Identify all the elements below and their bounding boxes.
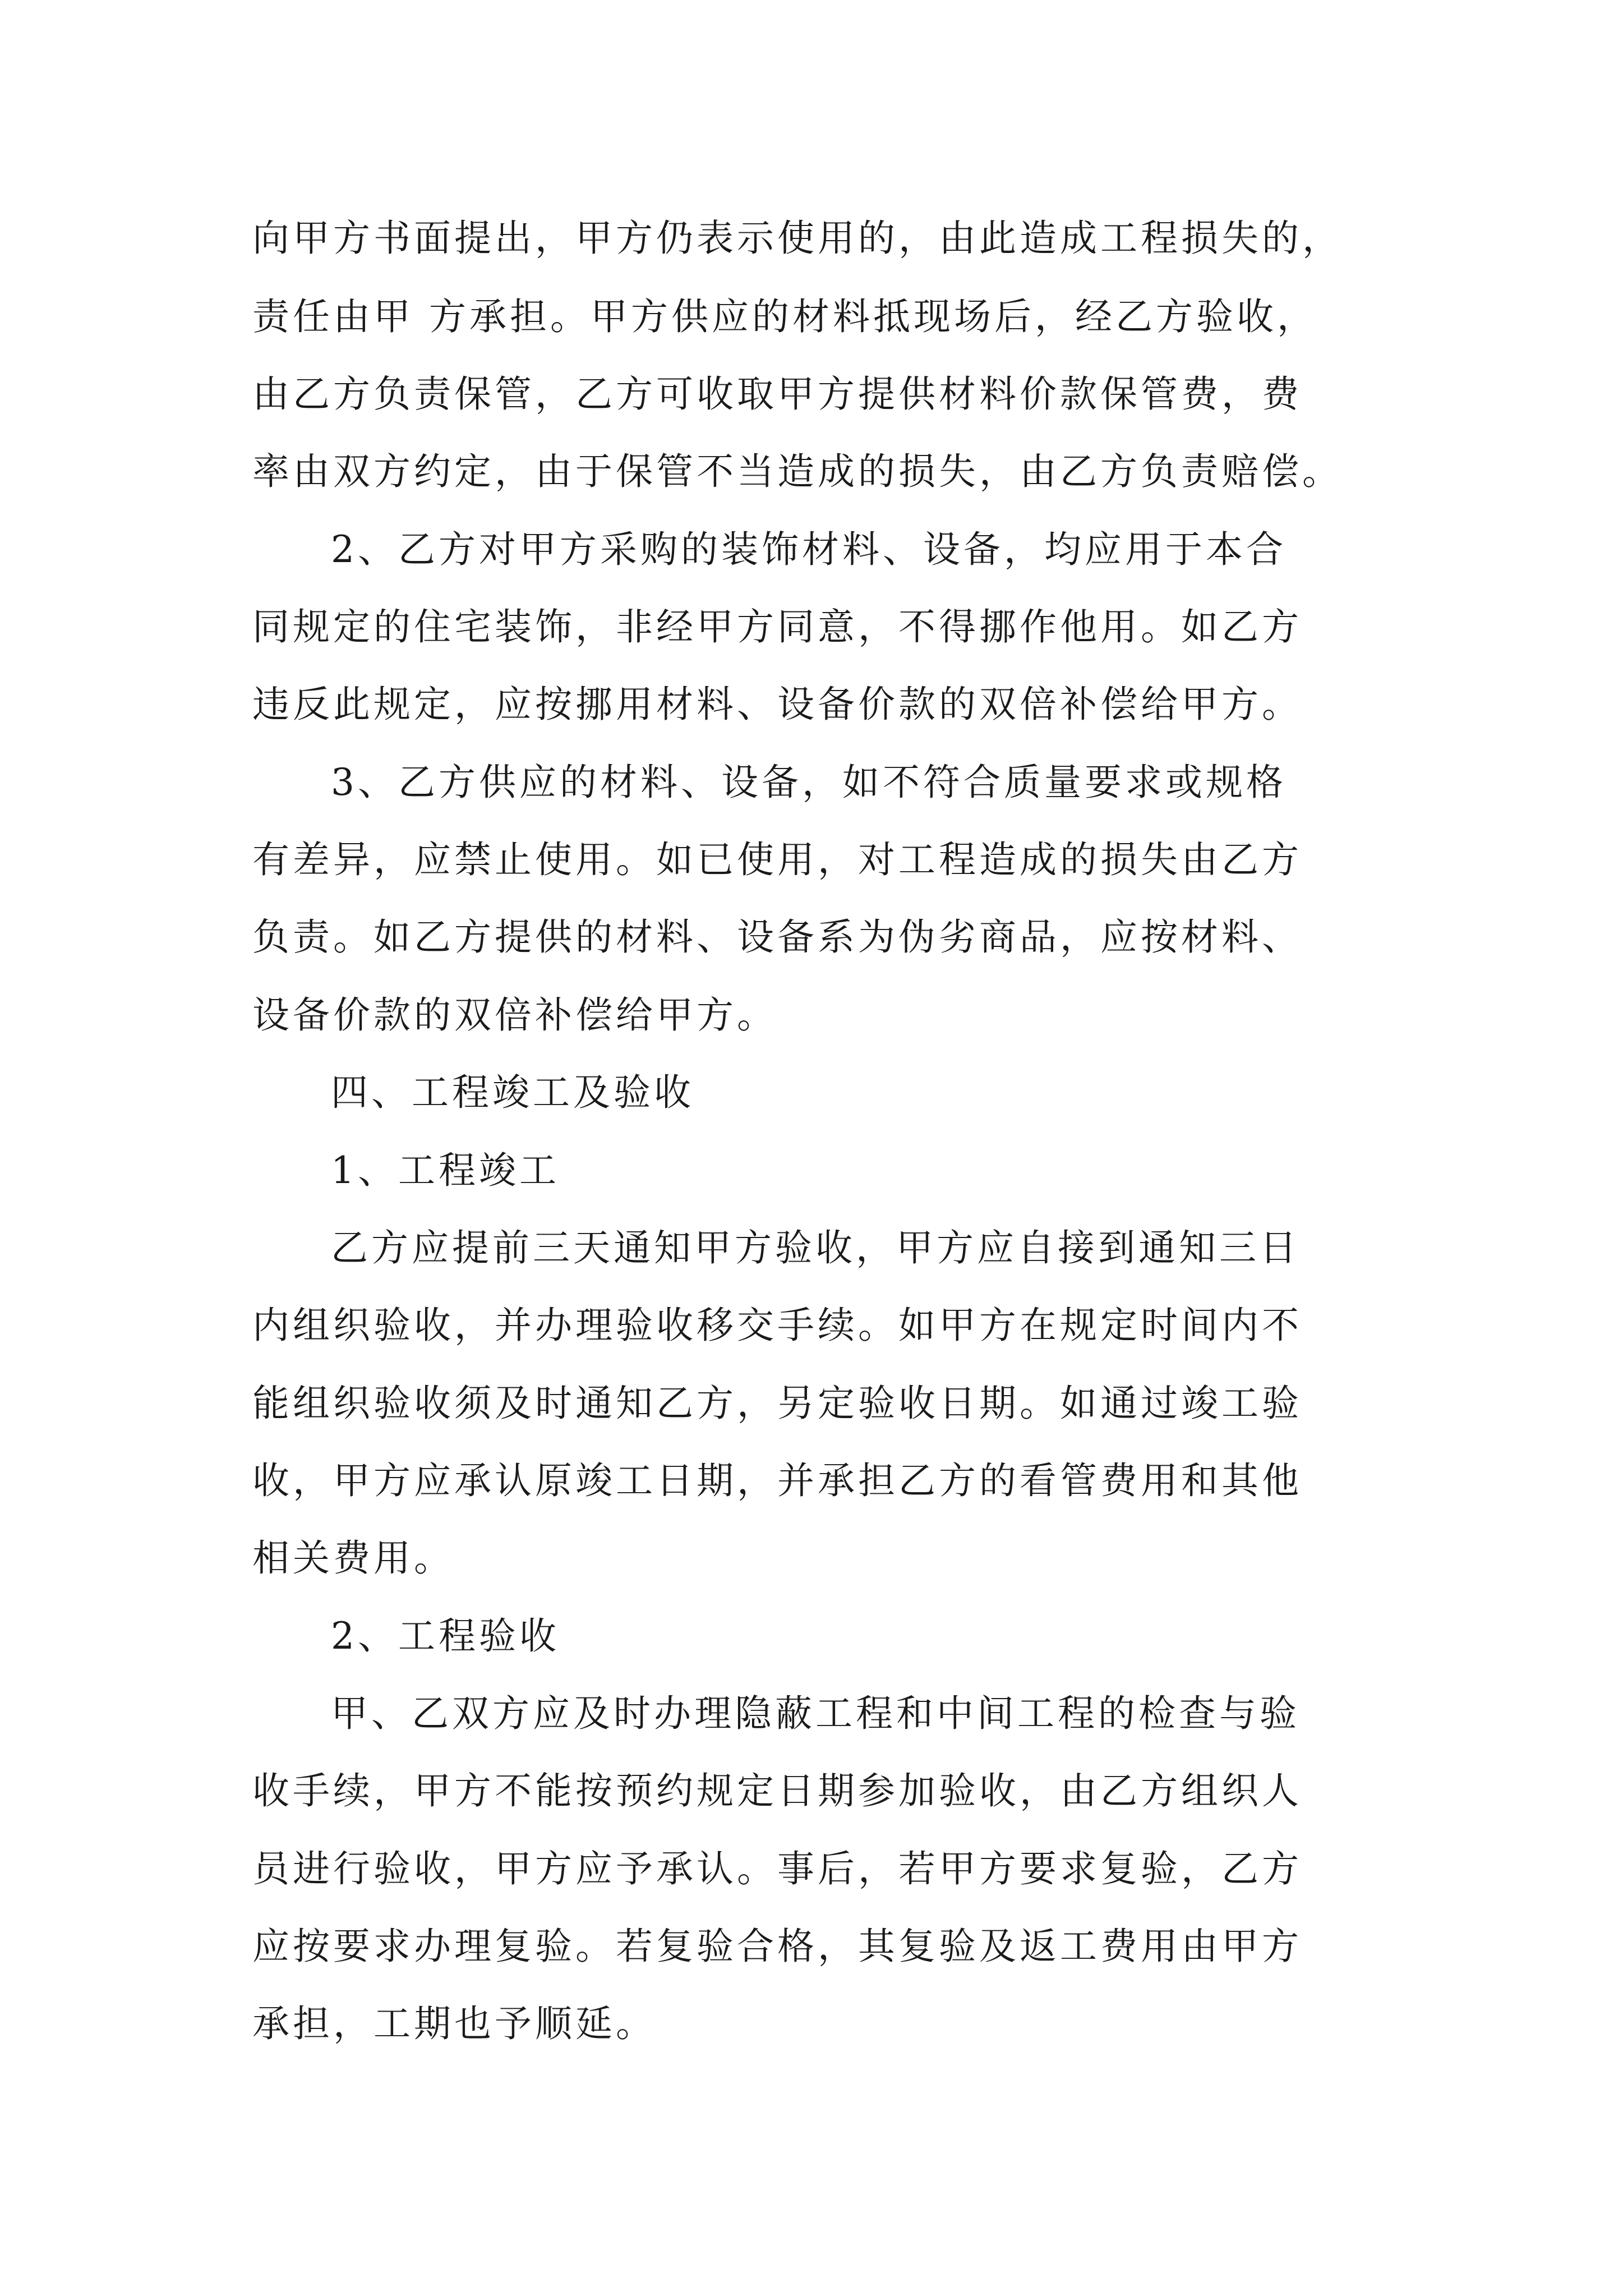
text-line: 相关费用。 [252,1536,454,1580]
text-line: 乙方应提前三天通知甲方验收，甲方应自接到通知三日 [331,1226,1300,1269]
text-line: 违反此规定，应按挪用材料、设备价款的双倍补偿给甲方。 [252,683,1302,726]
section-heading: 四、工程竣工及验收 [331,1071,694,1114]
text-line: 由乙方负责保管，乙方可收取甲方提供材料价款保管费，费 [252,372,1302,416]
subsection-heading: 1、工程竣工 [331,1149,560,1192]
text-line: 负责。如乙方提供的材料、设备系为伪劣商品，应按材料、 [252,915,1302,959]
text-line: 收，甲方应承认原竣工日期，并承担乙方的看管费用和其他 [252,1459,1302,1502]
text-line: 向甲方书面提出，甲方仍表示使用的，由此造成工程损失的， [252,217,1343,260]
text-line: 2、乙方对甲方采购的装饰材料、设备，均应用于本合 [331,528,1287,571]
text-line: 同规定的住宅装饰，非经甲方同意，不得挪作他用。如乙方 [252,605,1302,648]
text-line: 应按要求办理复验。若复验合格，其复验及返工费用由甲方 [252,1925,1302,1968]
text-line: 员进行验收，甲方应予承认。事后，若甲方要求复验，乙方 [252,1847,1302,1890]
text-line: 3、乙方供应的材料、设备，如不符合质量要求或规格 [331,761,1287,804]
text-line: 甲、乙双方应及时办理隐蔽工程和中间工程的检查与验 [331,1692,1300,1735]
text-line: 设备价款的双倍补偿给甲方。 [252,993,777,1037]
text-line: 责任由甲 方承担。甲方供应的材料抵现场后，经乙方验收， [252,295,1317,338]
subsection-heading: 2、工程验收 [331,1614,560,1658]
text-line: 率由双方约定，由于保管不当造成的损失，由乙方负责赔偿。 [252,450,1343,493]
text-line: 内组织验收，并办理验收移交手续。如甲方在规定时间内不 [252,1304,1302,1347]
text-line: 收手续，甲方不能按预约规定日期参加验收，由乙方组织人 [252,1769,1302,1812]
text-line: 能组织验收须及时通知乙方，另定验收日期。如通过竣工验 [252,1382,1302,1425]
text-line: 有差异，应禁止使用。如已使用，对工程造成的损失由乙方 [252,838,1302,881]
text-line: 承担，工期也予顺延。 [252,2002,656,2045]
